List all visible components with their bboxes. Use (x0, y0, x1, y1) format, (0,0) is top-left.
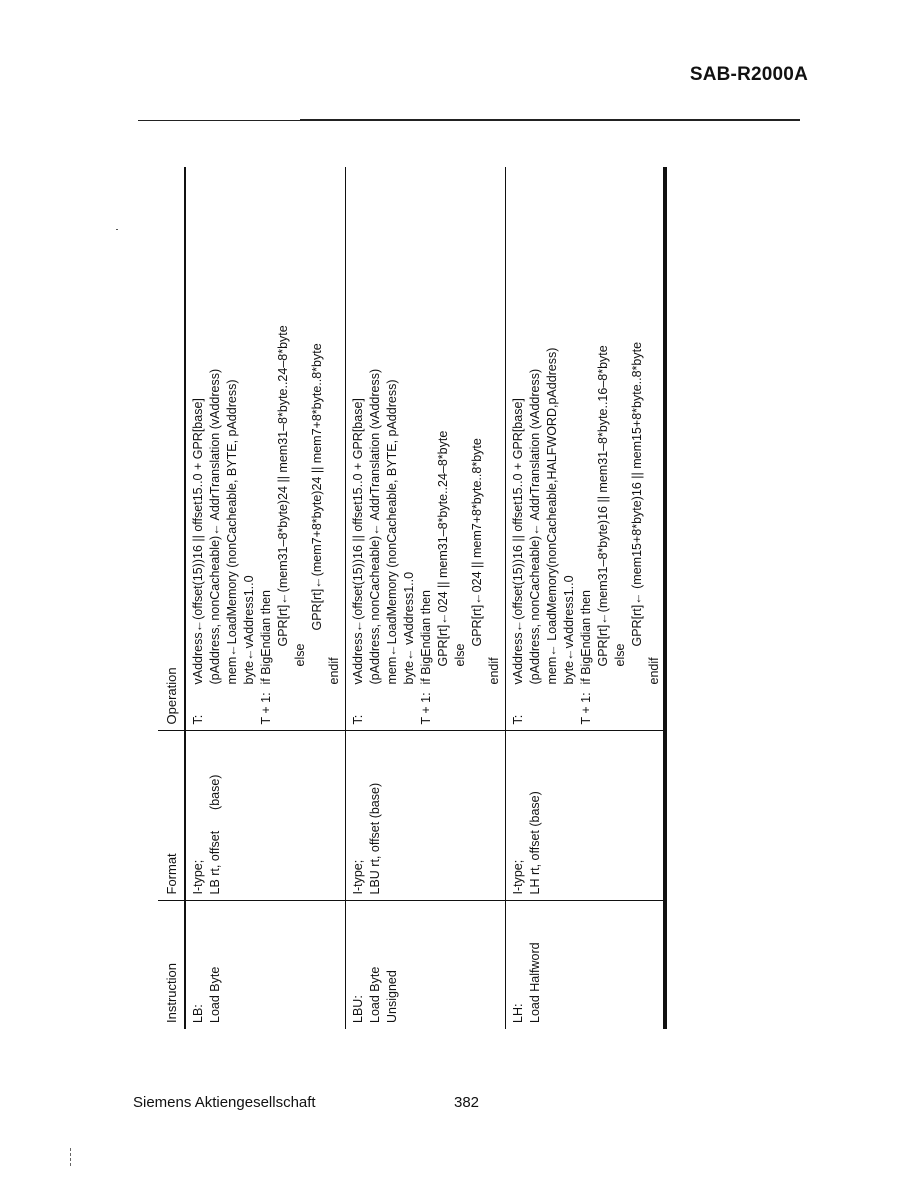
format-line: I-type; (511, 859, 525, 895)
operation-timing: T: (511, 714, 525, 725)
doc-title: SAB-R2000A (689, 64, 808, 85)
operation-text: endif (327, 657, 341, 685)
header-format: Format (158, 731, 185, 901)
operation-line (527, 173, 544, 725)
operation-line (367, 173, 384, 725)
operation-line (578, 173, 595, 725)
operation-cell (185, 167, 346, 731)
operation-line (486, 173, 503, 725)
operation-text: endif (487, 657, 501, 685)
operation-text: (pAddress, nonCacheable)← AddrTranslation (vAddress) (528, 368, 542, 685)
operation-text: if BigEndian then (259, 589, 273, 685)
rotated-table-area (158, 167, 666, 1029)
operation-timing: T: (351, 714, 365, 725)
header-operation: Operation (158, 167, 185, 731)
operation-timing (292, 685, 309, 725)
table-right-frame (663, 167, 665, 1029)
operation-timing (561, 685, 578, 725)
operation-timing (207, 685, 224, 725)
operation-timing (452, 685, 469, 725)
operation-timing (469, 685, 486, 725)
operation-timing: T + 1: (579, 692, 593, 725)
operation-text: if BigEndian then (419, 589, 433, 685)
operation-line (561, 173, 578, 725)
operation-text: (pAddress, nonCacheable)← AddrTranslation (vAddress) (208, 368, 222, 685)
operation-line (258, 173, 275, 725)
stray-mark (116, 229, 118, 230)
operation-text: byte←vAddress1..0 (562, 575, 576, 685)
operation-line (612, 173, 629, 725)
operation-line (292, 173, 309, 725)
operation-text: else (453, 643, 467, 667)
operation-timing: T + 1: (419, 692, 433, 725)
operation-line (595, 173, 612, 725)
operation-text: GPR[rt]←(mem31–8*byte)16 || mem31–8*byte..16–8*byte (596, 345, 610, 667)
operation-timing: T: (191, 714, 205, 725)
operation-text: GPR[rt]←(mem7+8*byte)24 || mem7+8*byte..8*byte (310, 343, 324, 631)
operation-timing (527, 685, 544, 725)
operation-timing (367, 685, 384, 725)
operation-text: else (613, 643, 627, 667)
operation-line (469, 173, 486, 725)
instruction-name: Unsigned (385, 970, 399, 1023)
header-rule-thick (300, 119, 800, 121)
margin-ticks (70, 1148, 72, 1166)
instruction-mnemonic: LBU: (351, 995, 365, 1023)
operation-text: vAddress←(offset(15))16 || offset15..0 + GPR[base] (351, 398, 365, 685)
operation-text: byte← vAddress1..0 (402, 571, 416, 685)
table-row (506, 167, 667, 1029)
operation-line (241, 173, 258, 725)
instruction-mnemonic: LH: (511, 1003, 525, 1023)
operation-line (452, 173, 469, 725)
operation-timing (241, 685, 258, 725)
operation-line (510, 173, 527, 725)
operation-timing (224, 685, 241, 725)
operation-cell (506, 167, 667, 731)
operation-timing (384, 685, 401, 725)
format-line: I-type; (191, 859, 205, 895)
format-line: LBU rt, offset (base) (368, 782, 382, 895)
operation-timing (275, 685, 292, 725)
instruction-name: Load Halfword (528, 942, 542, 1023)
operation-text: GPR[rt]←024 || mem7+8*byte..8*byte (470, 438, 484, 647)
operation-line (350, 173, 367, 725)
operation-timing (544, 685, 561, 725)
operation-line (435, 173, 452, 725)
format-cell (506, 731, 667, 901)
instruction-cell (346, 901, 506, 1029)
table-header-row (158, 167, 185, 1029)
operation-text: vAddress←(offset(15))16 || offset15..0 + GPR[base] (511, 398, 525, 685)
format-cell (185, 731, 346, 901)
format-line: I-type; (351, 859, 365, 895)
format-line: LB rt, offset (base) (208, 774, 222, 895)
operation-line (629, 173, 646, 725)
operation-text: mem← LoadMemory(nonCacheable,HALFWORD,pAddress) (545, 347, 559, 685)
operation-timing (646, 685, 663, 725)
table-body (185, 167, 666, 1029)
operation-timing (612, 685, 629, 725)
operation-text: endif (647, 657, 661, 685)
footer-page-number: 382 (454, 1094, 480, 1111)
operation-line (224, 173, 241, 725)
operation-line (401, 173, 418, 725)
operation-line (418, 173, 435, 725)
operation-text: (pAddress, nonCacheable)← AddrTranslation (vAddress) (368, 368, 382, 685)
format-cell (346, 731, 506, 901)
instruction-table-landscape (158, 167, 666, 1029)
operation-timing (595, 685, 612, 725)
operation-line (275, 173, 292, 725)
operation-timing (326, 685, 343, 725)
operation-line (544, 173, 561, 725)
table-row (346, 167, 506, 1029)
header-instruction: Instruction (158, 901, 185, 1029)
operation-timing (401, 685, 418, 725)
operation-text: if BigEndian then (579, 589, 593, 685)
operation-line (190, 173, 207, 725)
format-line: LH rt, offset (base) (528, 791, 542, 895)
operation-text: GPR[rt]←(mem31–8*byte)24 || mem31–8*byte..24–8*byte (276, 325, 290, 647)
operation-timing (486, 685, 503, 725)
operation-cell (346, 167, 506, 731)
operation-line (646, 173, 663, 725)
operation-timing (309, 685, 326, 725)
operation-text: mem←LoadMemory (nonCacheable, BYTE, pAddress) (225, 379, 239, 685)
operation-timing (629, 685, 646, 725)
operation-text: GPR[rt]←024 || mem31–8*byte..24–8*byte (436, 430, 450, 667)
operation-line (309, 173, 326, 725)
instruction-table (158, 167, 667, 1029)
operation-text: mem←LoadMemory (nonCacheable, BYTE, pAddress) (385, 379, 399, 685)
operation-text: else (293, 643, 307, 667)
operation-text: byte←vAddress1..0 (242, 575, 256, 685)
operation-text: vAddress←(offset(15))16 || offset15..0 + GPR[base] (191, 398, 205, 685)
operation-timing: T + 1: (259, 692, 273, 725)
operation-line (207, 173, 224, 725)
instruction-name: Load Byte (208, 966, 222, 1023)
instruction-mnemonic: LB: (191, 1004, 205, 1023)
operation-line (384, 173, 401, 725)
operation-timing (435, 685, 452, 725)
operation-text: GPR[rt]← (mem15+8*byte)16 || mem15+8*byte..8*byte (630, 341, 644, 647)
footer-company: Siemens Aktiengesellschaft (133, 1094, 316, 1111)
instruction-name: Load Byte (368, 966, 382, 1023)
operation-line (326, 173, 343, 725)
instruction-cell (506, 901, 667, 1029)
table-row (185, 167, 346, 1029)
instruction-cell (185, 901, 346, 1029)
